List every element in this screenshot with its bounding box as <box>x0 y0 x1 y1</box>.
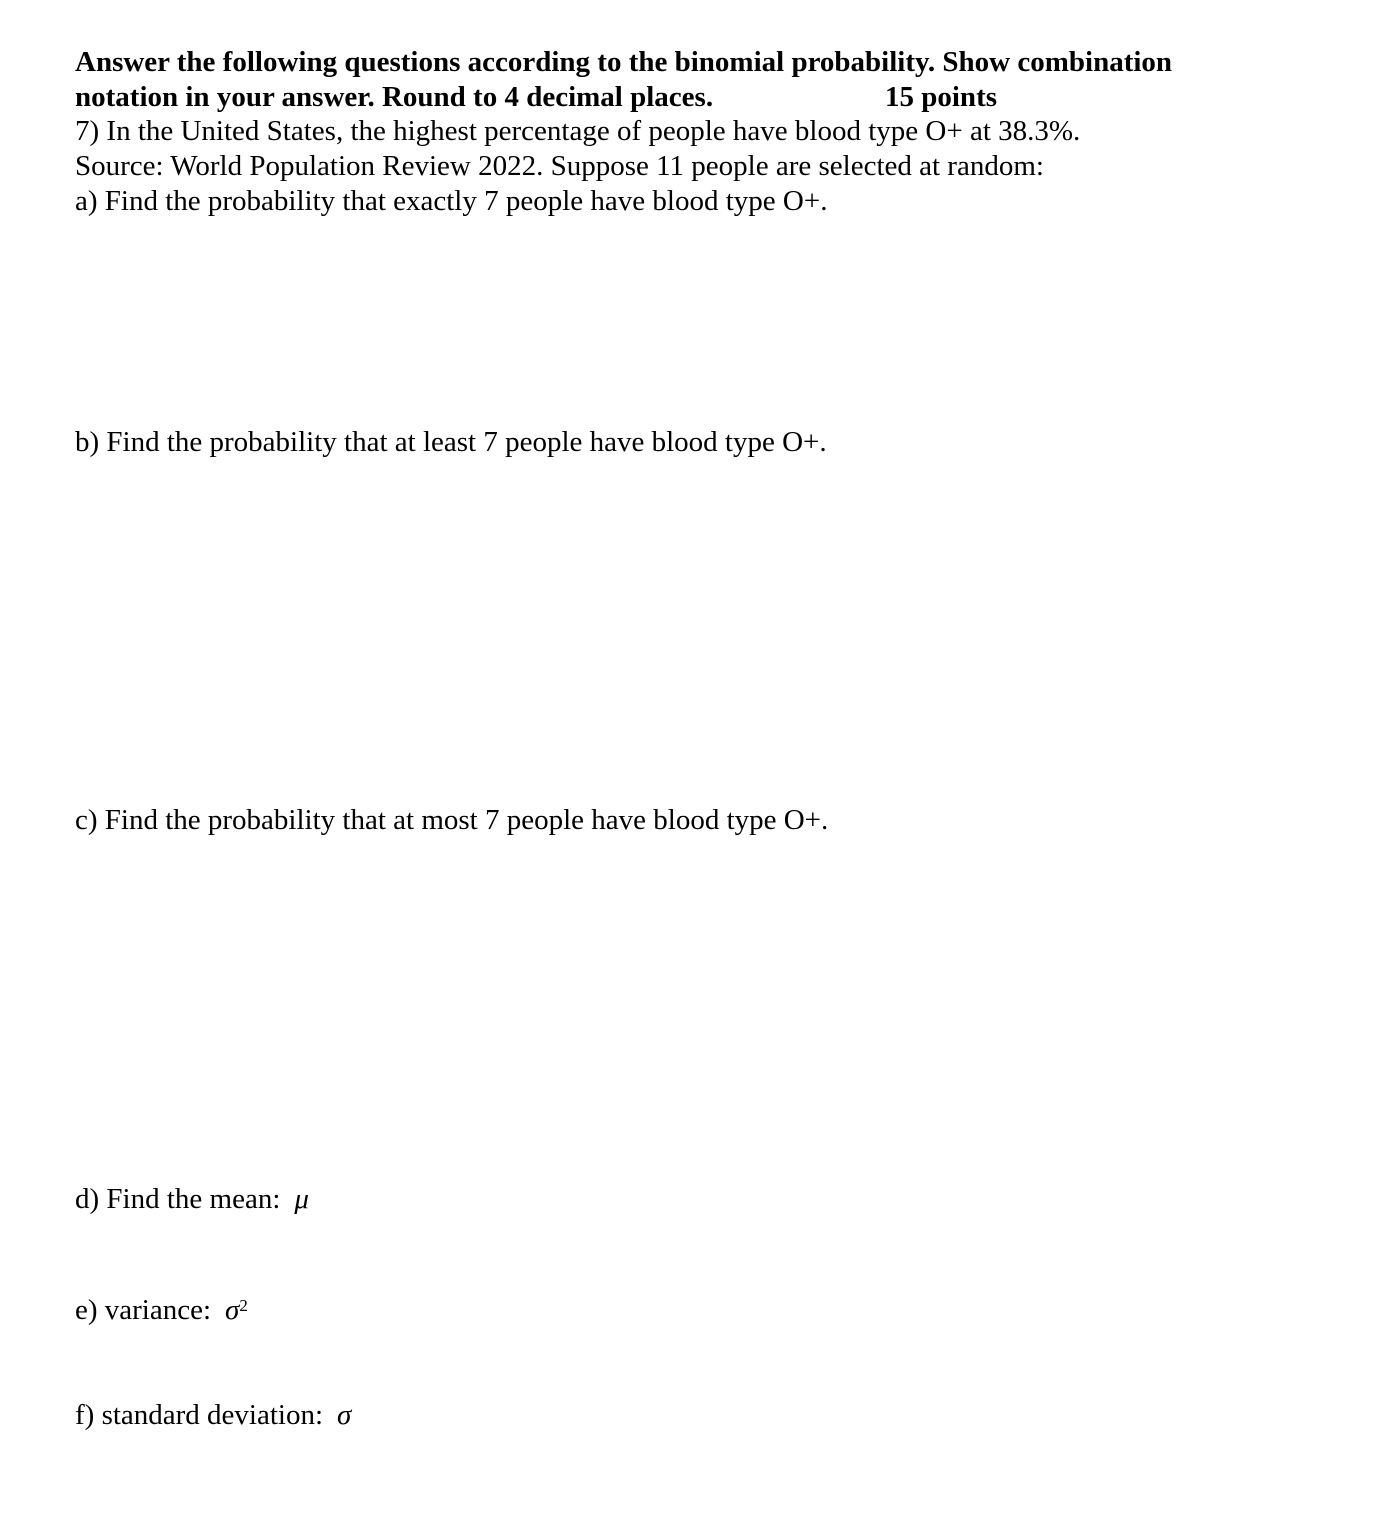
question-c: c) Find the probability that at most 7 people have blood type O+. <box>75 804 829 836</box>
question-e <box>75 1293 248 1327</box>
problem-statement-line-2: Source: World Population Review 2022. Suppose 11 people are selected at random: <box>75 150 1044 182</box>
question-a: a) Find the probability that exactly 7 people have blood type O+. <box>75 185 828 217</box>
instructions-text: notation in your answer. Round to 4 decimal places. <box>75 81 714 113</box>
question-e-label: e) variance: <box>75 1294 212 1326</box>
instructions-line-1: Answer the following questions according to the binomial probability. Show combination <box>75 46 1173 78</box>
sigma-symbol: σ <box>337 1399 352 1431</box>
question-b: b) Find the probability that at least 7 people have blood type O+. <box>75 426 827 458</box>
sigma-squared-symbol <box>225 1294 248 1326</box>
mu-symbol: μ <box>294 1183 309 1215</box>
instructions-line-2 <box>75 80 998 114</box>
problem-statement-line-1: 7) In the United States, the highest percentage of people have blood type O+ at 38.3%. <box>75 115 1081 147</box>
question-f-label: f) standard deviation: <box>75 1399 324 1431</box>
question-d <box>75 1182 309 1216</box>
question-f <box>75 1398 351 1432</box>
exponent-2: 2 <box>239 1296 248 1315</box>
points-label: 15 points <box>885 81 998 113</box>
question-d-label: d) Find the mean: <box>75 1183 281 1215</box>
sigma-symbol: σ <box>225 1294 240 1326</box>
